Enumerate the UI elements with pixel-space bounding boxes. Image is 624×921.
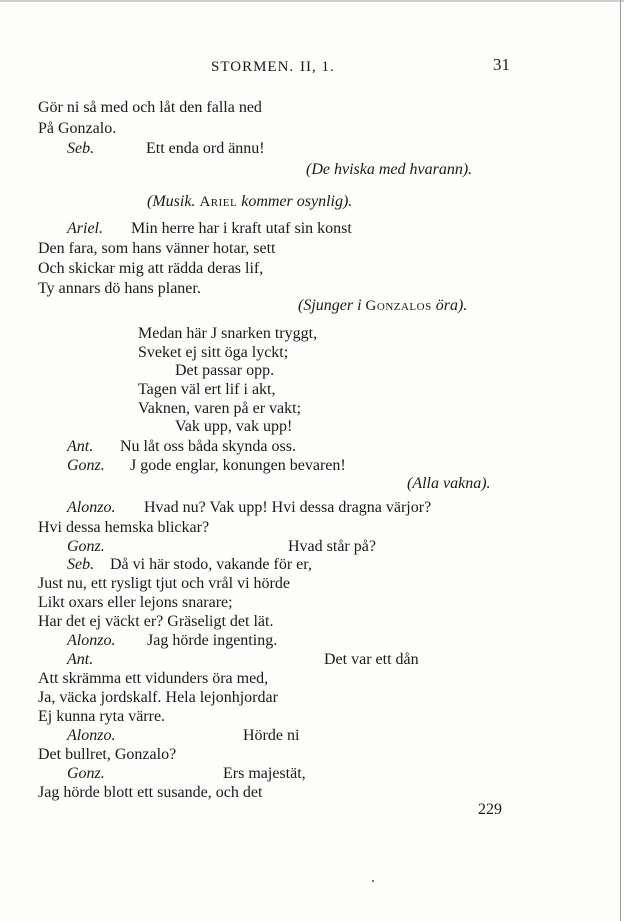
character-name: Gonzalos xyxy=(365,298,432,314)
verse-line: Hörde ni xyxy=(243,727,300,744)
verse-line: Ej kunna ryta värre. xyxy=(38,708,166,725)
verse-line: Att skrämma ett vidunders öra med, xyxy=(38,670,269,687)
verse-line: Just nu, ett rysligt tjut och vrål vi hörde xyxy=(38,575,290,592)
direction-text: (Sjunger i xyxy=(298,297,362,314)
stage-direction: (De hviska med hvarann). xyxy=(306,161,473,178)
song-line: Vaknen, varen på er vakt; xyxy=(138,400,302,417)
song-line: Medan här J snarken tryggt, xyxy=(138,325,318,342)
verse-line: På Gonzalo. xyxy=(38,120,117,137)
page-right-edge xyxy=(620,0,621,921)
verse-line: Likt oxars eller lejons snarare; xyxy=(38,594,233,611)
verse-line: Hvad nu? Vak upp! Hvi dessa dragna värjor? xyxy=(144,499,432,516)
stage-direction: (Alla vakna). xyxy=(407,475,491,492)
verse-line: Ty annars dö hans planer. xyxy=(38,280,201,297)
character-name: Ariel xyxy=(199,194,238,210)
act-scene: II, 1. xyxy=(300,59,335,75)
speaker-name: Seb. xyxy=(67,140,95,157)
verse-line: Jag hörde blott ett susande, och det xyxy=(38,784,263,801)
verse-line: Jag hörde ingenting. xyxy=(147,632,278,649)
verse-line: Gör ni så med och låt den falla ned xyxy=(38,99,262,116)
verse-line: Det bullret, Gonzalo? xyxy=(38,746,177,763)
song-line: Tagen väl ert lif i akt, xyxy=(138,381,276,398)
stage-direction xyxy=(147,193,352,211)
song-line: Det passar opp. xyxy=(175,362,275,379)
verse-line: Hvi dessa hemska blickar? xyxy=(38,519,210,536)
speaker-name: Alonzo. xyxy=(67,632,116,649)
stage-direction xyxy=(298,297,467,315)
direction-text: öra). xyxy=(435,297,468,314)
speaker-name: Seb. xyxy=(67,556,95,573)
verse-line: Den fara, som hans vänner hotar, sett xyxy=(38,240,276,257)
verse-line: Och skickar mig att rädda deras lif, xyxy=(38,260,264,277)
signature-mark: 229 xyxy=(478,801,502,818)
verse-line: Min herre har i kraft utaf sin konst xyxy=(131,220,352,237)
verse-line: Då vi här stodo, vakande för er, xyxy=(110,556,312,573)
verse-line: Ers majestät, xyxy=(223,765,306,782)
page-top-edge xyxy=(0,0,624,2)
speaker-name: Gonz. xyxy=(67,457,105,474)
direction-text: (Musik. xyxy=(147,193,196,210)
verse-line: Ett enda ord ännu! xyxy=(146,140,265,157)
running-title: STORMEN. xyxy=(211,59,295,75)
speaker-name: Gonz. xyxy=(67,538,105,555)
speaker-name: Gonz. xyxy=(67,765,105,782)
direction-text: kommer osynlig). xyxy=(241,193,353,210)
speaker-name: Alonzo. xyxy=(67,499,116,516)
speaker-name: Ant. xyxy=(67,438,94,455)
verse-line: Har det ej väckt er? Gräseligt det lät. xyxy=(38,613,274,630)
speaker-name: Ant. xyxy=(67,651,94,668)
song-line: Vak upp, vak upp! xyxy=(175,418,293,435)
print-speck xyxy=(372,880,374,882)
verse-line: Hvad står på? xyxy=(288,538,376,555)
speaker-name: Alonzo. xyxy=(67,727,116,744)
page-number: 31 xyxy=(493,55,510,74)
verse-line: J gode englar, konungen bevaren! xyxy=(130,457,346,474)
speaker-name: Ariel. xyxy=(67,220,103,237)
song-line: Sveket ej sitt öga lyckt; xyxy=(138,344,289,361)
verse-line: Ja, väcka jordskalf. Hela lejonhjordar xyxy=(38,689,278,706)
verse-line: Det var ett dån xyxy=(324,651,419,668)
verse-line: Nu låt oss båda skynda oss. xyxy=(120,438,296,455)
